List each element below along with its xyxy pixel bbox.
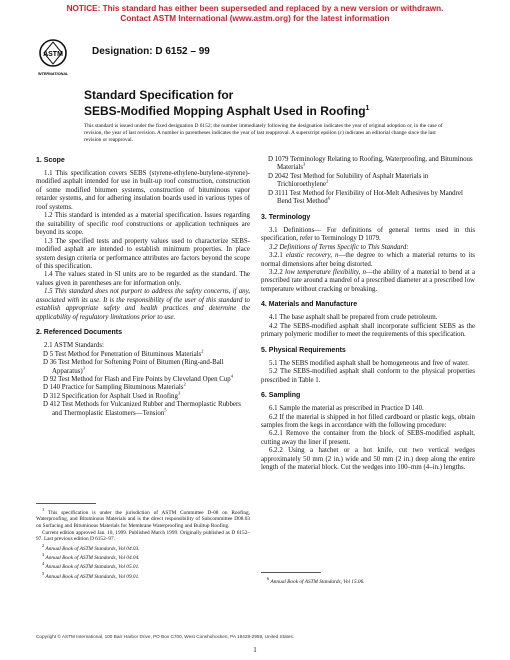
para-3-2-2: 3.2.2 low temperature flexibility, n—the ability of a material to bend at a prescribed rate around a mandrel of a prescribed diameter at a prescribed low temperature without cracking or breaking. bbox=[261, 268, 475, 293]
footnote-divider bbox=[261, 572, 321, 573]
section-heading-referenced-documents: 2. Referenced Documents bbox=[36, 329, 122, 337]
footnote-3: $^3$ Annual Book of ASTM Standards, Vol 04.04. bbox=[42, 552, 140, 561]
reference-item: D 1079 Terminology Relating to Roofing, Waterproofing, and Bituminous Materials$^3$ bbox=[268, 156, 473, 172]
footnote-2: $^2$ Annual Book of ASTM Standards, Vol 04.03. bbox=[42, 542, 140, 552]
withdrawal-notice bbox=[0, 4, 510, 24]
left-column bbox=[36, 156, 250, 418]
title-line-1: Standard Specification for bbox=[84, 88, 234, 102]
para-3-1: 3.1 Definitions— For definitions of general terms used in this specification, refer to Terminology D 1079. bbox=[261, 226, 475, 243]
footnote-divider bbox=[36, 503, 96, 504]
page-number: 1 bbox=[253, 646, 257, 654]
para-6-2-1: 6.2.1 Remove the container from the block of SEBS-modified asphalt, cutting away the liner if present. bbox=[261, 430, 475, 446]
document-title bbox=[84, 88, 369, 118]
para-6-2: 6.2 If the material is shipped in hot filled cardboard or plastic kegs, obtain samples from the kegs in accordance with the following procedure: bbox=[261, 413, 475, 429]
logo-text: ASTM bbox=[43, 51, 63, 58]
section-heading-sampling: 6. Sampling bbox=[261, 392, 301, 400]
para-1-2: 1.2 This standard is intended as a material specification. Issues regarding the suitability of specific roof constructions or application techniques are beyond its scope. bbox=[36, 212, 250, 237]
reference-item: D 412 Test Methods for Vulcanized Rubber and Thermoplastic Rubbers and Thermoplastic Elastomers—Tension$^5$ bbox=[43, 401, 241, 417]
reference-item: D 140 Practice for Sampling Bituminous Materials$^2$ bbox=[43, 382, 186, 392]
footnote-5: $^5$ Annual Book of ASTM Standards, Vol 09.01. bbox=[42, 570, 140, 580]
para-6-2-2: 6.2.2 Using a hatchet or a hot knife, cut two vertical wedges approximately 50 mm (2 in.) wide and 50 mm (2 in.) deep along the entire length of the material block. Cut the wedges into 100–mm (4–in.) lengths. bbox=[261, 447, 475, 472]
para-4-2: 4.2 The SEBS-modified asphalt shall incorporate sufficient SEBS as the primary polymeric modifier to meet the requirements of this specification. bbox=[261, 322, 475, 339]
reference-item: D 312 Specification for Asphalt Used in Roofing$^3$ bbox=[43, 390, 181, 400]
footnote-4: $^4$ Annual Book of ASTM Standards, Vol 05.01. bbox=[42, 561, 140, 571]
section-heading-physical-requirements: 5. Physical Requirements bbox=[261, 346, 346, 354]
para-1-4: 1.4 The values stated in SI units are to be regarded as the standard. The values given in parentheses are for information only. bbox=[36, 271, 250, 287]
right-footnotes bbox=[261, 576, 475, 585]
reference-item: D 5 Test Method for Penetration of Bituminous Materials$^2$ bbox=[43, 348, 204, 358]
footnote-6: $^6$ Annual Book of ASTM Standards, Vol 15.06. bbox=[267, 576, 365, 585]
title-footnote-mark: 1 bbox=[365, 105, 370, 112]
para-1-3: 1.3 The specified tests and property values used to characterize SEBS-modified asphalt are intended to establish minimum properties. In place system design criteria or performance attributes are factors beyond the scope of this specification. bbox=[36, 237, 250, 270]
para-1-1: 1.1 This specification covers SEBS (styrene-ethylene-butylene-styrene)-modified asphalt intended for use in built-up roof construction, construction of some modified bitumen systems, construction of bituminous vapor retarder systems, and for adhering insulation boards used in various types of roof systems. bbox=[36, 170, 250, 211]
para-3-2-1: 3.2.1 elastic recovery, n—the degree to which a material returns to its normal dimensions after being distorted. bbox=[261, 252, 475, 268]
section-heading-terminology: 3. Terminology bbox=[261, 213, 311, 221]
designation: Designation: D 6152 – 99 bbox=[92, 46, 210, 57]
intro-paragraph: This standard is issued under the fixed designation D 6152; the number immediately following the designation indicates the year of original adoption or, in the case of revision, the year of last revision. A number in parentheses indicates the year of last reapproval. A superscript epsilon (ε) indicates an editorial change since the last revision or reapproval. bbox=[84, 123, 443, 143]
para-5-2: 5.2 The SEBS-modified asphalt shall conform to the physical properties prescribed in Table 1. bbox=[261, 368, 475, 384]
astm-logo-icon bbox=[38, 38, 68, 78]
copyright-line: Copyright © ASTM International, 100 Barr Harbor Drive, PO Box C700, West Conshohocken, PA 19428-2959, United States. bbox=[36, 634, 295, 639]
notice-line-2: Contact ASTM International (www.astm.org) for the latest information bbox=[120, 14, 390, 23]
section-heading-scope: 1. Scope bbox=[36, 157, 65, 164]
footnote-1: $^1$ This specification is under the jurisdiction of ASTM Committee D-08 on Roofing, Waterproofing, and Bituminous Materials and is the direct responsibility of Subcommittee D08.03 on Surfacing and Bituminous Materials for Membrane Waterproofing and Builtup Roofing. bbox=[36, 507, 251, 529]
reference-item: D 36 Test Method for Softening Point of Bitumen (Ring-and-Ball Apparatus)$^3$ bbox=[43, 359, 224, 375]
reference-item: D 92 Test Method for Flash and Fire Points by Cleveland Open Cup$^4$ bbox=[43, 373, 234, 383]
notice-line-1: NOTICE: This standard has either been superseded and replaced by a new version or withdrawn. bbox=[66, 4, 444, 13]
left-footnotes bbox=[36, 507, 250, 580]
para-6-1: 6.1 Sample the material as prescribed in Practice D 140. bbox=[269, 405, 424, 413]
reference-item: D 3111 Test Method for Flexibility of Hot-Melt Adhesives by Mandrel Bend Test Method$^6$ bbox=[268, 189, 463, 206]
title-line-2: SEBS-Modified Mopping Asphalt Used in Roofing$^1$ bbox=[84, 104, 370, 118]
para-2-1: 2.1 ASTM Standards: bbox=[44, 342, 104, 350]
logo-subtext: INTERNATIONAL bbox=[38, 72, 68, 76]
right-column bbox=[261, 156, 475, 473]
reference-item: D 2042 Test Method for Solubility of Asphalt Materials in Trichloroethylene$^2$ bbox=[268, 172, 429, 189]
para-4-1: 4.1 The base asphalt shall be prepared from crude petroleum. bbox=[269, 314, 438, 322]
para-5-1: 5.1 The SEBS modified asphalt shall be homogeneous and free of water. bbox=[269, 359, 469, 367]
footnote-1b: Current edition approved Jan. 10, 1999. Published March 1999. Originally published as D 6152–97. Last previous edition D 6152–97. bbox=[36, 529, 250, 543]
para-3-2: 3.2 Definitions of Terms Specific to This Standard: bbox=[269, 243, 409, 251]
para-1-5: 1.5 This standard does not purport to address the safety concerns, if any, associated with its use. It is the responsibility of the user of this standard to establish appropriate safety and health practices and determine the applicability of regulatory limitations prior to use. bbox=[36, 288, 250, 321]
section-heading-materials: 4. Materials and Manufacture bbox=[261, 301, 358, 309]
